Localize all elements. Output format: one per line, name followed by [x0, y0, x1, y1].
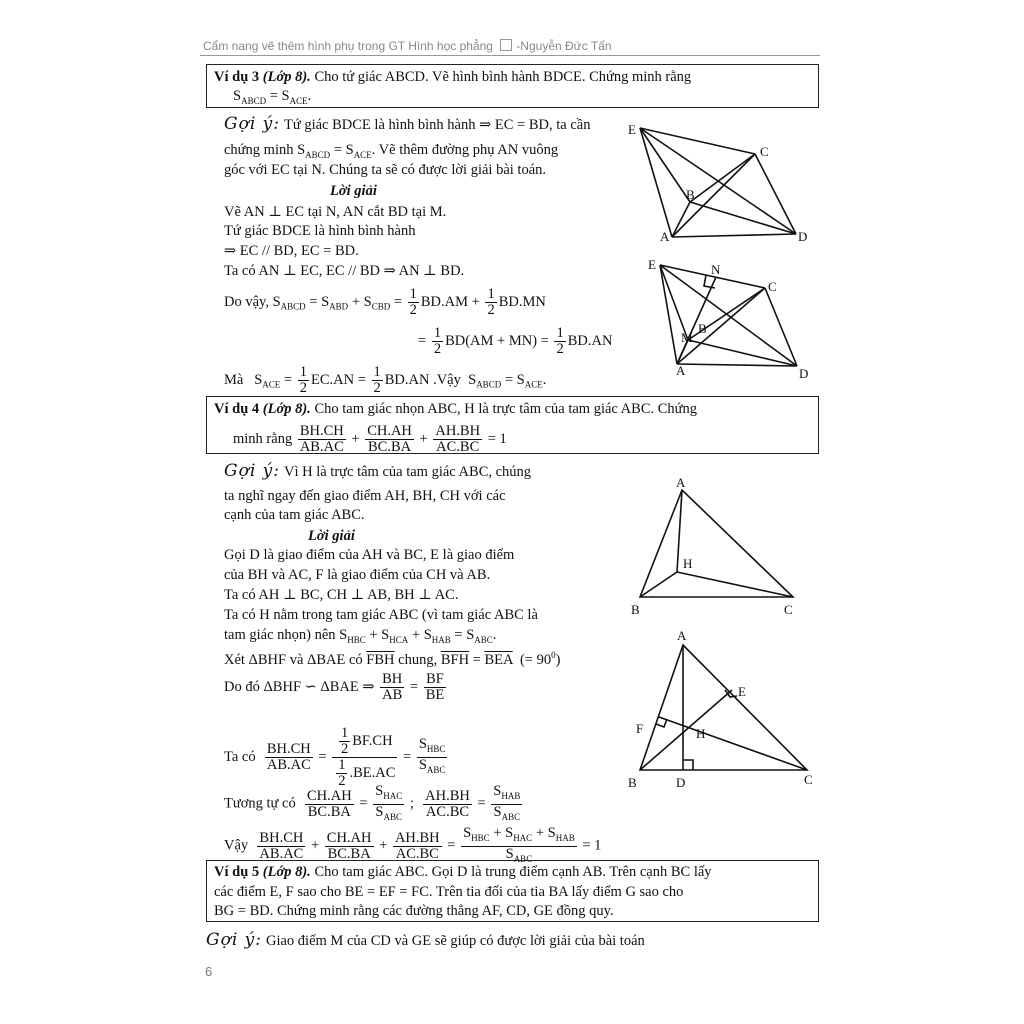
example-3-step-7: Mà $S_{ACE}$ = $\frac{1}{2}$ EC.AN = $\frac{1}{2}$ BD.AN .Vậy $S_{ABCD} = S_{ACE}$.: [224, 364, 547, 396]
fig2-label-E: E: [648, 257, 656, 272]
example-5-hint: Gợi ý: Giao điểm M của CD và GE sẽ giúp có được lời giải của bài toán: [206, 930, 645, 950]
example-4-step-5: tam giác nhọn) nên $S_{HBC} + S_{HCA} + S_{HAB} = S_{ABC}$.: [224, 627, 497, 645]
fig1-label-D: D: [798, 229, 808, 244]
example-5-line-1: Ví dụ 5 (Lớp 8). Cho tam giác ABC. Gọi D là trung điểm cạnh AB. Trên cạnh BC lấy: [214, 864, 712, 880]
example-4-step-8: Ta có $\frac{BH.CH}{AB.AC}$ = $\frac{1}{2}$ BF.CH $\frac{1}{2}$ .BE.AC = $\frac{S_{HBC}}{S_{ABC}}$: [224, 725, 446, 789]
page-number: 6: [205, 964, 213, 979]
fig1-label-A: A: [660, 229, 670, 244]
fig2-label-A: A: [676, 363, 686, 378]
example-4-step-6: Xét ΔBHF và ΔBAE có $\overline{FBH}$ chung, $\overline{BFH} = \overline{BEA}$ (= $90^0$): [224, 650, 561, 668]
example-3-step-2: Tứ giác BDCE là hình bình hành: [224, 223, 416, 239]
example-4-hint-line-2: ta nghĩ ngay đến giao điểm AH, BH, CH với các: [224, 488, 506, 504]
fig2-label-N: N: [711, 262, 721, 277]
fig2-label-B: B: [698, 321, 707, 336]
example-4-step-9: Tương tự có $\frac{CH.AH}{BC.BA}$ = $\frac{S_{HAC}}{S_{ABC}}$ ; $\frac{AH.BH}{AC.BC}$ = $\frac{S_{HAB}}{S_{ABC}}$: [224, 783, 521, 822]
example-4-hint-line-3: cạnh của tam giác ABC.: [224, 507, 365, 523]
example-4-step-3: Ta có AH ⊥ BC, CH ⊥ AB, BH ⊥ AC.: [224, 587, 459, 603]
fig3-label-H: H: [683, 556, 693, 571]
example-4-solution-title: Lời giải: [308, 528, 355, 544]
fig4-label-E: E: [738, 684, 746, 699]
example-3-hint-line-3: góc với EC tại N. Chúng ta sẽ có được lời giải bài toán.: [224, 162, 547, 178]
example-4-step-7: Do đó ΔBHF ∽ ΔBAE ⇒ $\frac{BH}{AB}$ = $\frac{BF}{BE}$: [224, 671, 445, 703]
example-4-step-10: Vậy $\frac{BH.CH}{AB.AC}$ + $\frac{CH.AH}{BC.BA}$ + $\frac{AH.BH}{AC.BC}$ = $\frac{S_{HBC} + S_{HAC} + S_{HAB}}{S_{ABC}}$ = 1: [224, 825, 602, 864]
example-3-step-4: Ta có AN ⊥ EC, EC // BD ⇒ AN ⊥ BD.: [224, 263, 465, 279]
fig3-label-A: A: [676, 475, 686, 490]
fig4-label-F: F: [636, 721, 644, 736]
example-4-claim: minh rằng $\frac{BH.CH}{AB.AC}$ + $\frac{CH.AH}{BC.BA}$ + $\frac{AH.BH}{AC.BC}$ = 1: [233, 423, 507, 455]
fig1-label-E: E: [628, 122, 636, 137]
fig2-label-C: C: [768, 279, 777, 294]
fig2-label-M: M: [681, 330, 693, 345]
example-3-step-6: = $\frac{1}{2}$ BD(AM + MN) = $\frac{1}{2}$ BD.AN: [418, 325, 613, 357]
example-5-box: [206, 860, 819, 922]
header-author: -Nguyễn Đức Tấn: [516, 39, 612, 53]
fig1-label-B: B: [686, 187, 695, 202]
header-title: Cẩm nang vẽ thêm hình phụ trong GT Hình học phẳng: [203, 39, 493, 53]
example-4-statement: Ví dụ 4 (Lớp 8). Cho tam giác nhọn ABC, H là trực tâm của tam giác ABC. Chứng: [214, 401, 698, 417]
fig4-label-C: C: [804, 772, 813, 787]
example-3-step-5: Do vậy, $S_{ABCD} = S_{ABD} + S_{CBD}$ = $\frac{1}{2}$ BD.AM + $\frac{1}{2}$ BD.MN: [224, 286, 546, 318]
example-3-hint-line-2: chứng minh $S_{ABCD} = S_{ACE}$. Vẽ thêm đường phụ AN vuông: [224, 142, 559, 160]
example-3-step-3: ⇒ EC // BD, EC = BD.: [224, 243, 359, 259]
example-4-step-4: Ta có H nằm trong tam giác ABC (vì tam giác ABC là: [224, 607, 538, 623]
fig4-label-D: D: [676, 775, 686, 790]
example-5-line-3: BG = BD. Chứng minh rằng các đường thẳng AF, CD, GE đồng quy.: [214, 903, 614, 919]
example-4-step-1: Gọi D là giao điểm của AH và BC, E là giao điểm: [224, 547, 515, 563]
fig4-label-B: B: [628, 775, 637, 790]
example-3-hint-line-1: Gợi ý: Tứ giác BDCE là hình bình hành ⇒ EC = BD, ta cần: [224, 114, 591, 134]
example-3-claim: $S_{ABCD} = S_{ACE}$.: [233, 88, 312, 106]
example-3-solution-title: Lời giải: [330, 183, 377, 199]
fig3-label-C: C: [784, 602, 793, 617]
example-5-line-2: các điểm E, F sao cho BE = EF = FC. Trên tia đối của tia BA lấy điểm G sao cho: [214, 884, 684, 900]
example-3-step-1: Vẽ AN ⊥ EC tại N, AN cắt BD tại M.: [224, 204, 447, 220]
example-4-hint-line-1: Gợi ý: Vì H là trực tâm của tam giác ABC, chúng: [224, 461, 532, 481]
example-4-step-2: của BH và AC, F là giao điểm của CH và AB.: [224, 567, 491, 583]
fig3-label-B: B: [631, 602, 640, 617]
fig4-label-A: A: [677, 628, 687, 643]
fig1-label-C: C: [760, 144, 769, 159]
fig4-label-H: H: [696, 726, 706, 741]
example-3-statement: Ví dụ 3 (Lớp 8). Cho tứ giác ABCD. Vẽ hình bình hành BDCE. Chứng minh rằng: [214, 69, 692, 85]
fig2-label-D: D: [799, 366, 809, 381]
